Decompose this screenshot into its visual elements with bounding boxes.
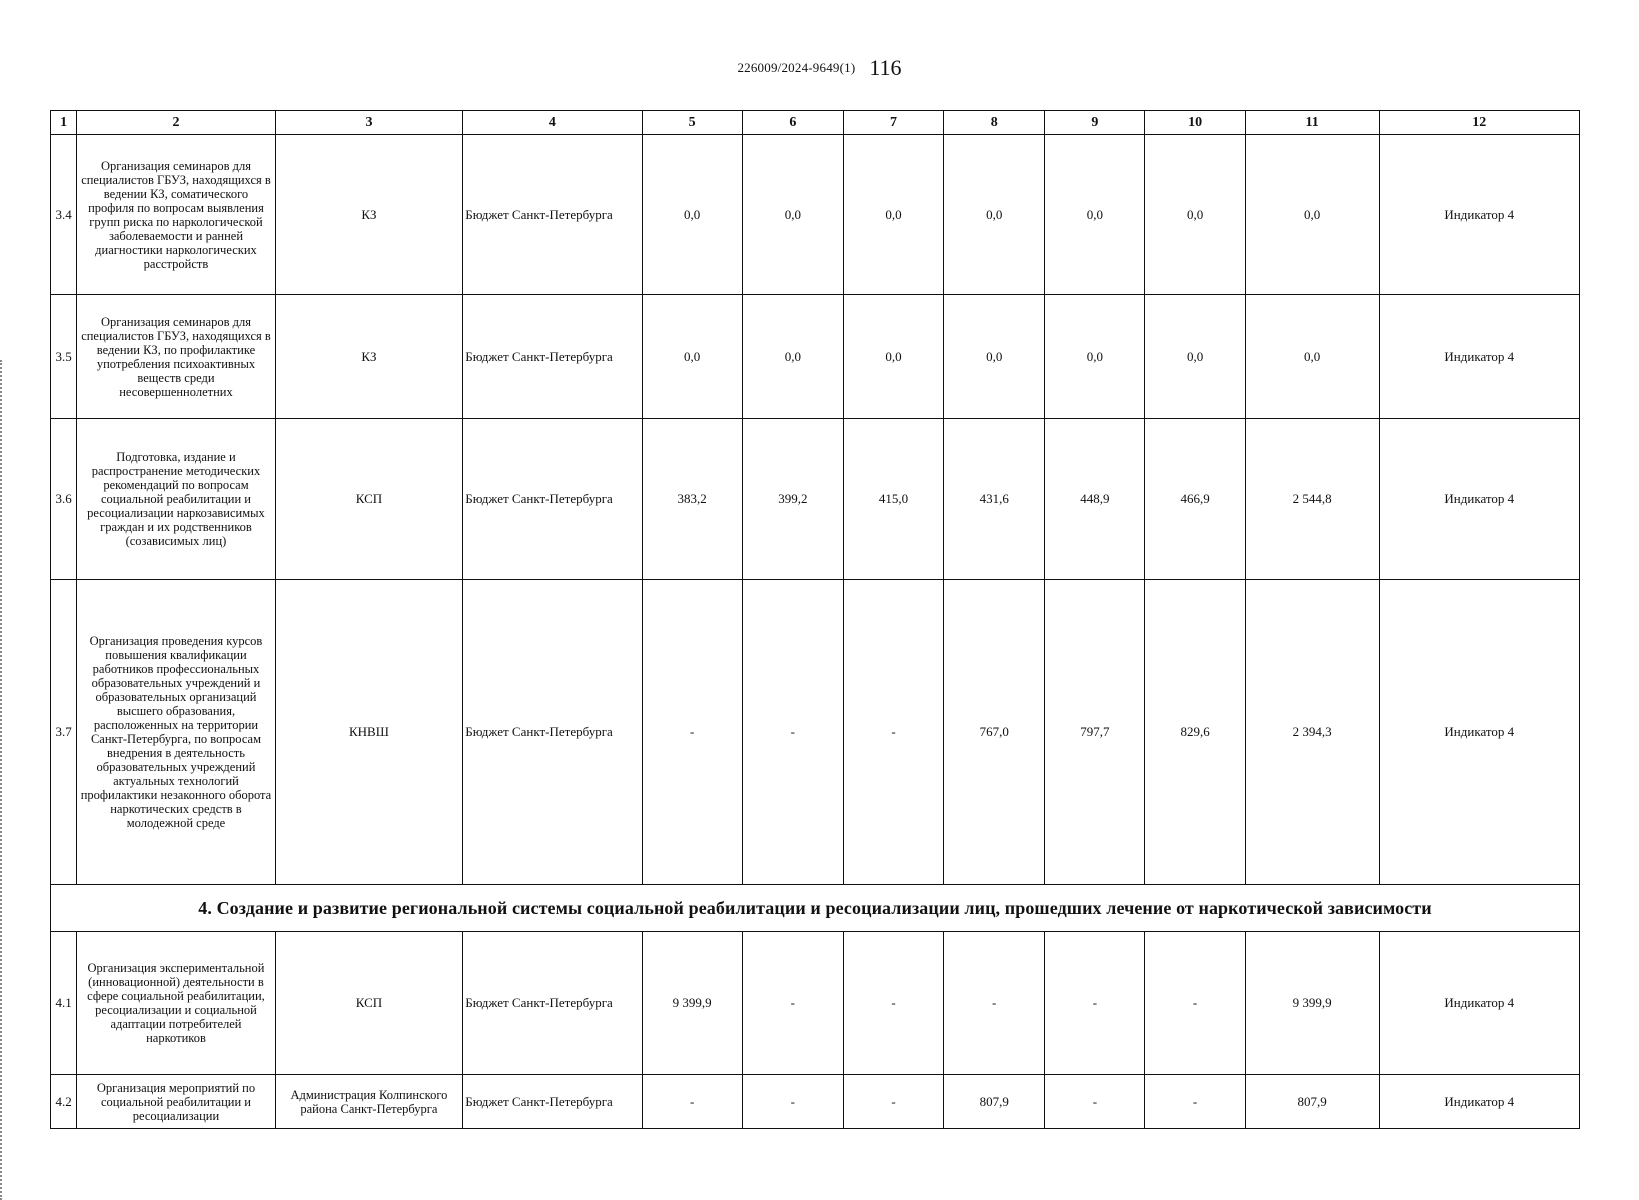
column-header: 3 — [275, 111, 463, 135]
row-total: 9 399,9 — [1245, 932, 1379, 1075]
row-indicator: Индикатор 4 — [1379, 932, 1579, 1075]
column-header: 10 — [1145, 111, 1245, 135]
row-indicator: Индикатор 4 — [1379, 419, 1579, 580]
row-source: Бюджет Санкт-Петербурга — [463, 1075, 642, 1129]
row-value: 0,0 — [843, 135, 943, 295]
row-executor: КЗ — [275, 135, 463, 295]
row-value: 9 399,9 — [642, 932, 742, 1075]
table-row — [51, 295, 1580, 419]
row-value: 415,0 — [843, 419, 943, 580]
program-table — [50, 110, 1580, 1129]
scan-edge — [0, 360, 5, 1200]
row-value: - — [1045, 932, 1145, 1075]
row-value: - — [742, 580, 843, 885]
row-value: - — [1145, 1075, 1245, 1129]
row-value: - — [944, 932, 1045, 1075]
row-value: 0,0 — [843, 295, 943, 419]
column-header: 2 — [77, 111, 275, 135]
row-value: 0,0 — [1145, 135, 1245, 295]
row-value: - — [742, 932, 843, 1075]
row-value: - — [1145, 932, 1245, 1075]
row-number: 3.6 — [51, 419, 77, 580]
table-row — [51, 135, 1580, 295]
row-description: Организация проведения курсов повышения квалификации работников профессиональных образовательных учреждений и образовательных организаций высшего образования, расположенных на территории Санкт-Петербурга, по вопросам внедрения в деятельность образовательных учреждений актуальных технологий профилактики незаконного оборота наркотических средств в молодежной среде — [77, 580, 275, 885]
row-value: 431,6 — [944, 419, 1045, 580]
row-source: Бюджет Санкт-Петербурга — [463, 295, 642, 419]
row-number: 4.1 — [51, 932, 77, 1075]
row-value: 466,9 — [1145, 419, 1245, 580]
row-number: 3.5 — [51, 295, 77, 419]
row-value: - — [843, 932, 943, 1075]
section-row — [51, 885, 1580, 932]
row-source: Бюджет Санкт-Петербурга — [463, 419, 642, 580]
row-executor: КНВШ — [275, 580, 463, 885]
row-value: 829,6 — [1145, 580, 1245, 885]
row-indicator: Индикатор 4 — [1379, 295, 1579, 419]
column-header: 11 — [1245, 111, 1379, 135]
row-description: Подготовка, издание и распространение методических рекомендаций по вопросам социальной реабилитации и ресоциализации наркозависимых граждан и их родственников (созависимых лиц) — [77, 419, 275, 580]
column-header: 1 — [51, 111, 77, 135]
row-value: 0,0 — [1045, 295, 1145, 419]
row-value: 0,0 — [742, 295, 843, 419]
row-source: Бюджет Санкт-Петербурга — [463, 580, 642, 885]
row-indicator: Индикатор 4 — [1379, 135, 1579, 295]
row-description: Организация семинаров для специалистов ГБУЗ, находящихся в ведении КЗ, соматического профиля по вопросам выявления групп риска по наркологической заболеваемости и ранней диагностики наркологических расстройств — [77, 135, 275, 295]
row-description: Организация мероприятий по социальной реабилитации и ресоциализации — [77, 1075, 275, 1129]
row-executor: КСП — [275, 932, 463, 1075]
row-value: 767,0 — [944, 580, 1045, 885]
row-value: - — [843, 580, 943, 885]
column-header: 9 — [1045, 111, 1145, 135]
row-source: Бюджет Санкт-Петербурга — [463, 135, 642, 295]
registration-number: 226009/2024-9649(1) — [737, 60, 856, 75]
row-total: 2 544,8 — [1245, 419, 1379, 580]
row-executor: КЗ — [275, 295, 463, 419]
row-total: 807,9 — [1245, 1075, 1379, 1129]
column-header-row — [51, 111, 1580, 135]
row-value: 0,0 — [1045, 135, 1145, 295]
table-row — [51, 580, 1580, 885]
row-value: 0,0 — [944, 135, 1045, 295]
column-header: 6 — [742, 111, 843, 135]
row-total: 0,0 — [1245, 135, 1379, 295]
row-number: 4.2 — [51, 1075, 77, 1129]
row-total: 2 394,3 — [1245, 580, 1379, 885]
row-executor: КСП — [275, 419, 463, 580]
row-description: Организация семинаров для специалистов ГБУЗ, находящихся в ведении КЗ, по профилактике употребления психоактивных веществ среди несовершеннолетних — [77, 295, 275, 419]
row-value: - — [742, 1075, 843, 1129]
table-row — [51, 419, 1580, 580]
row-indicator: Индикатор 4 — [1379, 1075, 1579, 1129]
row-indicator: Индикатор 4 — [1379, 580, 1579, 885]
document-header — [0, 55, 1639, 81]
row-value: - — [1045, 1075, 1145, 1129]
row-value: 807,9 — [944, 1075, 1045, 1129]
row-value: 797,7 — [1045, 580, 1145, 885]
row-number: 3.4 — [51, 135, 77, 295]
row-number: 3.7 — [51, 580, 77, 885]
row-value: 0,0 — [944, 295, 1045, 419]
row-value: 399,2 — [742, 419, 843, 580]
column-header: 12 — [1379, 111, 1579, 135]
row-source: Бюджет Санкт-Петербурга — [463, 932, 642, 1075]
row-value: 0,0 — [642, 135, 742, 295]
row-value: - — [843, 1075, 943, 1129]
column-header: 7 — [843, 111, 943, 135]
row-value: - — [642, 1075, 742, 1129]
row-value: 0,0 — [1145, 295, 1245, 419]
row-value: 0,0 — [742, 135, 843, 295]
row-executor: Администрация Колпинского района Санкт-Петербурга — [275, 1075, 463, 1129]
row-description: Организация экспериментальной (инновационной) деятельности в сфере социальной реабилитации, ресоциализации и социальной адаптации потребителей наркотиков — [77, 932, 275, 1075]
column-header: 8 — [944, 111, 1045, 135]
table-row — [51, 932, 1580, 1075]
row-value: 383,2 — [642, 419, 742, 580]
section-title: 4. Создание и развитие региональной системы социальной реабилитации и ресоциализации лиц, прошедших лечение от наркотической зависимости — [51, 885, 1580, 932]
row-value: 448,9 — [1045, 419, 1145, 580]
row-total: 0,0 — [1245, 295, 1379, 419]
row-value: - — [642, 580, 742, 885]
page-number: 116 — [869, 55, 902, 80]
column-header: 5 — [642, 111, 742, 135]
column-header: 4 — [463, 111, 642, 135]
row-value: 0,0 — [642, 295, 742, 419]
table-row — [51, 1075, 1580, 1129]
